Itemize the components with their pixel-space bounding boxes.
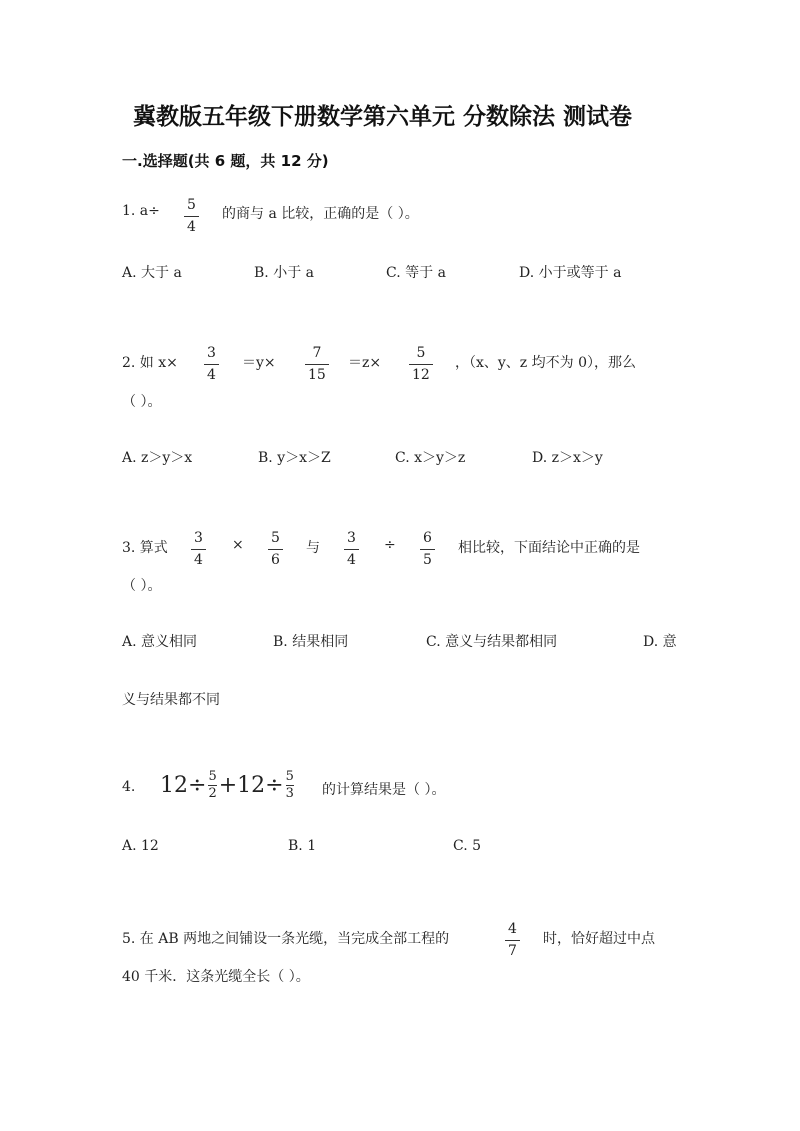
q3-stem: 相比较，下面结论中正确的是: [458, 540, 640, 556]
fraction-5-3: [286, 770, 294, 801]
denominator: 4: [187, 219, 196, 235]
q3-option-d-continued: 义与结果都不同: [122, 692, 220, 708]
operand-12: 12: [160, 773, 188, 798]
denominator: 7: [508, 943, 517, 959]
q3-option-d[interactable]: D. 意: [643, 634, 677, 650]
numerator: 5: [416, 345, 426, 361]
numerator: 5: [285, 769, 294, 784]
denominator: 6: [271, 552, 280, 568]
q1-option-c[interactable]: C. 等于 a: [386, 265, 446, 281]
q5-stem-line-2: 40 千米．这条光缆全长（ ）。: [122, 969, 310, 985]
numerator: 5: [271, 530, 280, 546]
numerator: 5: [208, 769, 217, 784]
q5-fraction: [505, 921, 520, 960]
q3-fraction-1: [191, 530, 206, 569]
numerator: 3: [347, 530, 356, 546]
numerator: 4: [508, 921, 517, 937]
numerator: 3: [207, 345, 216, 361]
denominator: 4: [207, 367, 216, 383]
q2-option-c[interactable]: C. x＞y＞z: [395, 450, 466, 466]
q2-answer-blank: （ ）。: [122, 394, 162, 410]
q2-fraction-1: [204, 345, 219, 384]
q2-fraction-2: [305, 345, 329, 384]
q2-stem: ，（x、y、z 均不为 0），那么: [455, 355, 636, 371]
q4-option-a[interactable]: A. 12: [122, 838, 159, 854]
q1-option-b[interactable]: B. 小于 a: [254, 265, 314, 281]
denominator: 3: [285, 786, 294, 801]
page-title: 冀教版五年级下册数学第六单元 分数除法 测试卷: [133, 104, 633, 130]
denominator: 12: [412, 367, 430, 383]
q1-stem: 的商与 a 比较，正确的是（ ）。: [222, 206, 419, 222]
q2-equals-2: ＝z×: [348, 355, 382, 371]
q2-option-a[interactable]: A. z＞y＞x: [122, 450, 193, 466]
q3-answer-blank: （ ）。: [122, 578, 162, 594]
q4-option-c[interactable]: C. 5: [453, 838, 482, 854]
q3-multiply: ×: [232, 537, 244, 553]
q5-stem-continued: 时，恰好超过中点: [543, 931, 655, 947]
q3-option-c[interactable]: C. 意义与结果都相同: [426, 634, 558, 650]
q3-fraction-3: [344, 530, 359, 569]
divide-sign: ÷: [188, 773, 207, 798]
q3-divide: ÷: [384, 537, 396, 553]
q3-option-b[interactable]: B. 结果相同: [273, 634, 349, 650]
numerator: 5: [187, 197, 196, 213]
section-header: 一.选择题(共 6 题，共 12 分): [122, 152, 329, 170]
numerator: 6: [423, 530, 432, 546]
q2-option-d[interactable]: D. z＞x＞y: [532, 450, 603, 466]
q4-stem: 的计算结果是（ ）。: [322, 782, 446, 798]
denominator: 2: [208, 786, 217, 801]
plus-sign: +: [218, 773, 238, 798]
q1-option-d[interactable]: D. 小于或等于 a: [519, 265, 622, 281]
fraction-5-2: [208, 770, 216, 801]
q1-option-a[interactable]: A. 大于 a: [122, 265, 182, 281]
q4-option-b[interactable]: B. 1: [288, 838, 317, 854]
q4-number: 4.: [122, 779, 136, 795]
q5-stem: 5. 在 AB 两地之间铺设一条光缆，当完成全部工程的: [122, 931, 450, 947]
q4-expression: [160, 770, 296, 801]
q2-equals-1: ＝y×: [242, 355, 276, 371]
q3-option-a[interactable]: A. 意义相同: [122, 634, 198, 650]
operand-12-second: 12: [237, 773, 266, 798]
q3-prefix: 3. 算式: [122, 540, 168, 556]
numerator: 7: [312, 345, 322, 361]
denominator: 5: [423, 552, 432, 568]
numerator: 3: [194, 530, 203, 546]
q2-prefix: 2. 如 x×: [122, 355, 178, 371]
q1-prefix: 1. a÷: [122, 203, 160, 219]
q1-fraction: [184, 197, 199, 236]
q2-option-b[interactable]: B. y＞x＞Z: [258, 450, 331, 466]
denominator: 15: [308, 367, 326, 383]
q3-and: 与: [306, 540, 320, 556]
q3-fraction-2: [268, 530, 283, 569]
denominator: 4: [347, 552, 356, 568]
divide-sign-second: ÷: [265, 773, 284, 798]
q2-fraction-3: [409, 345, 433, 384]
denominator: 4: [194, 552, 203, 568]
q3-fraction-4: [420, 530, 435, 569]
